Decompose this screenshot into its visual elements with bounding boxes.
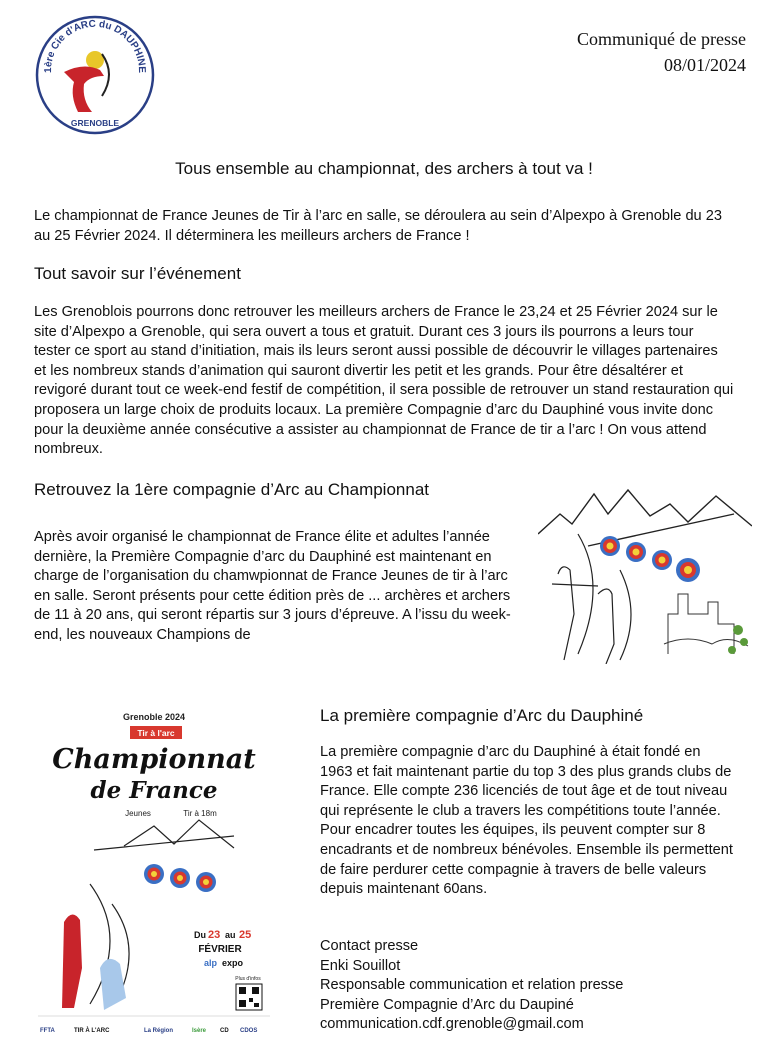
archery-illustration (538, 474, 752, 664)
contact-block (320, 937, 740, 1035)
contact-role: Responsable communication et relation presse (320, 977, 624, 994)
headline: Tous ensemble au championnat, des archers à tout va ! (175, 159, 593, 178)
poster-month: FÉVRIER (198, 944, 242, 955)
poster-venue-b: expo (222, 958, 244, 968)
poster-title-1: Championnat (52, 744, 256, 775)
poster-venue-a: alp (204, 958, 218, 968)
svg-text:Isère: Isère (192, 1028, 207, 1034)
poster-date-d1: 23 (208, 929, 221, 941)
section3-title: La première compagnie d’Arc du Dauphiné (320, 706, 644, 725)
logo-target-icon (86, 51, 104, 69)
svg-text:TIR À L'ARC: TIR À L'ARC (74, 1028, 110, 1034)
contact-org: Première Compagnie d’Arc du Daupiné (320, 996, 574, 1013)
poster-target-icons (144, 864, 216, 892)
poster-sub-1: Jeunes (125, 809, 151, 818)
logo-arc-text: 1ère Cie d'ARC du DAUPHINE (42, 18, 148, 74)
section1-title: Tout savoir sur l’événement (34, 264, 241, 283)
intro-paragraph: Le championnat de France Jeunes de Tir à l’arc en salle, se déroulera au sein d’Alpexpo à Grenoble du 23 au 25 Février 2024. Il déterminera les meilleurs archers de France ! (34, 208, 722, 244)
svg-text:CDOS: CDOS (240, 1028, 258, 1034)
press-date: 08/01/2024 (663, 55, 746, 75)
poster-top: Grenoble 2024 (122, 712, 186, 722)
poster-sub-2: Tir à 18m (183, 809, 217, 818)
poster-archer-2 (100, 959, 126, 1010)
qr-code-icon (236, 984, 262, 1010)
logo-city: GRENOBLE (70, 118, 120, 128)
target-icons (600, 536, 700, 582)
poster-sponsors (40, 1027, 257, 1034)
contact-email[interactable]: communication.cdf.grenoble@gmail.com (320, 1016, 584, 1033)
section2-body: Après avoir organisé le championnat de France élite et adultes l’année dernière, la Première Compagnie d’arc du Dauphiné est maintenant en charge de l’organisation du chamwpionnat de France Jeunes de tir à l’arc en salle. Seront présents pour cette édition près de ... archères et archers de 11 à 20 ans, qui seront répartis sur 3 jours d’épreuve. A l’issu du week-end, les nouveaux Champions de (34, 529, 511, 643)
poster-ribbon: Tir à l'arc (137, 728, 175, 738)
svg-text:CD: CD (220, 1028, 229, 1034)
poster-date-d2: 25 (239, 929, 252, 941)
contact-label: Contact presse (320, 938, 419, 954)
press-label: Communiqué de presse (577, 29, 746, 49)
poster-date-pre: Du (194, 930, 206, 940)
svg-text:La Région: La Région (144, 1028, 174, 1034)
section3-body: La première compagnie d’arc du Dauphiné à était fondé en 1963 et fait maintenant partie du top 3 des plus grands clubs de France. Elle compte 236 licenciés de tout âge et de tout niveau qui représente le club a travers les compétitions toute l’année. Pour encadrer toutes les équipes, ils peuvent compter sur 8 encadrants et de nombreux bénévoles. Ensemble ils permettent de faire perdurer cette compagnie à travers de belle valeurs depuis maintenant 60ans. (320, 744, 733, 898)
club-logo (34, 14, 156, 136)
poster-title-2: de France (90, 777, 218, 804)
press-header (577, 26, 746, 78)
svg-text:FFTA: FFTA (40, 1028, 55, 1034)
event-poster (34, 698, 274, 1044)
section1-body: Les Grenoblois pourrons donc retrouver les meilleurs archers de France le 23,24 et 25 Février 2024 sur le site d’Alpexpo a Grenoble, qui sera ouvert a tous et gratuit. Durant ces 3 jours ils pourrons a leurs tour tester ce sport au stand d’initiation, mais ils leurs seront aussi possible de découvrir le villages partenaires et les nombreux stands d’animation qui sauront divertir les petit et les grands. Pour être désaltérer et revigoré durant tout ce week-end festif de compétition, il sera possible de retrouver un stand restauration qui proposera un large choix de produits locaux. La première Compagnie d’arc du Dauphiné vous invite donc pour la deuxième année consécutive a assister au championnat de France de tir a l’arc ! On vous attend nombreux. (34, 304, 734, 458)
section2-title: Retrouvez la 1ère compagnie d’Arc au Championnat (34, 480, 430, 499)
poster-date-mid: au (225, 930, 236, 940)
poster-info: Plus d'infos (235, 976, 261, 982)
contact-name: Enki Souillot (320, 957, 401, 974)
poster-archer-1 (62, 914, 82, 1008)
